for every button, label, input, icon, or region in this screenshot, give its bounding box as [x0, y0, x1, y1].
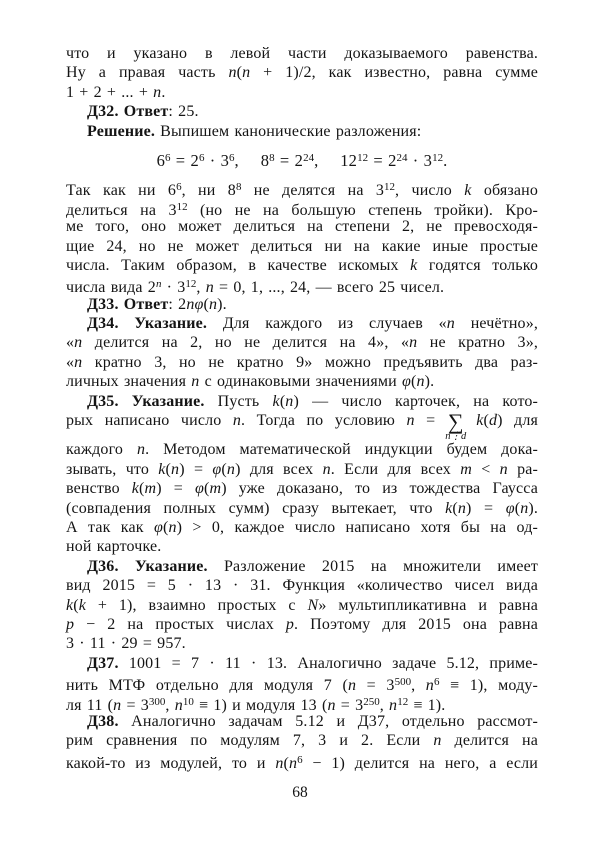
- text-segment: 6: [229, 151, 235, 164]
- text-line: [66, 295, 538, 314]
- text-segment: − 1) делится на него, а если: [302, 754, 538, 772]
- text-segment: числа вида 2: [66, 279, 156, 297]
- text-segment: 3 · 11 · 29 = 957.: [66, 635, 186, 653]
- text-line: [66, 217, 538, 236]
- text-segment: » мультипликативна и равна: [318, 596, 538, 614]
- text-segment: φ: [194, 480, 204, 498]
- text-segment: Выпишем канонические разложения:: [155, 122, 422, 140]
- text-segment: k: [66, 596, 74, 614]
- text-segment: p: [66, 615, 75, 633]
- text-segment: (совпадения полных сумм) сразу вытекает, что: [66, 499, 446, 517]
- text-segment: k: [464, 182, 472, 200]
- text-segment: n: [288, 754, 298, 772]
- text-segment: (: [483, 412, 489, 430]
- text-segment: ,: [411, 677, 426, 695]
- text-segment: , 12: [314, 150, 358, 170]
- text-segment: (: [514, 499, 521, 517]
- summation-subscript: n⋮d: [445, 431, 467, 443]
- text-segment: Разложение 2015 на множители имеет: [207, 557, 539, 575]
- text-line: [66, 654, 538, 673]
- text-segment: 24: [303, 151, 315, 164]
- text-line: [66, 372, 538, 391]
- text-segment: = 3: [356, 677, 395, 695]
- text-segment: φ: [401, 373, 411, 391]
- text-segment: ).: [424, 373, 435, 391]
- text-segment: делиться на 3: [66, 201, 177, 219]
- text-segment: · 3: [161, 279, 186, 297]
- text-segment: . Тогда по условию: [241, 412, 407, 430]
- text-segment: (: [73, 596, 79, 614]
- text-segment: 300: [148, 695, 166, 708]
- text-segment: Д33. Ответ: [87, 295, 169, 313]
- text-segment: 12: [432, 151, 444, 164]
- text-segment: (но не на большую степень тройки). Кро-: [187, 201, 539, 219]
- text-segment: ≡ 1).: [408, 696, 446, 714]
- text-segment: (: [139, 480, 145, 498]
- text-segment: = 3: [335, 696, 364, 714]
- text-segment: ) для всех: [235, 460, 323, 478]
- text-segment: щие 24, но не может делиться ни на какие иные простые: [66, 237, 538, 255]
- text-segment: Д34. Указание.: [87, 315, 208, 333]
- text-segment: рим сравнения по модулям 7, 3 и 2. Если: [66, 732, 434, 750]
- text-segment: n: [242, 64, 251, 82]
- text-segment: , число: [395, 182, 465, 200]
- text-segment: личных значения: [66, 373, 192, 391]
- text-line: [66, 275, 538, 297]
- text-segment: ).: [217, 295, 227, 313]
- text-segment: . Методом математической индукции будем дока-: [145, 441, 538, 459]
- text-segment: φ: [505, 499, 515, 517]
- text-segment: .: [443, 150, 448, 170]
- text-segment: m: [460, 460, 472, 478]
- text-segment: ) уже доказано, то из тождества Гаусса: [221, 480, 538, 498]
- text-line: [66, 63, 538, 82]
- text-line: [66, 409, 538, 443]
- text-segment: 6: [156, 150, 166, 170]
- text-segment: =: [414, 412, 447, 430]
- text-segment: nφ: [186, 295, 204, 313]
- text-segment: «: [66, 334, 75, 352]
- text-segment: k: [78, 596, 87, 614]
- text-segment: делится на 2, но не делится на 4», «: [82, 334, 410, 352]
- text-segment: n: [171, 460, 180, 478]
- text-segment: (: [165, 460, 172, 478]
- text-segment: (: [204, 480, 210, 498]
- text-segment: , 8: [234, 150, 270, 170]
- text-segment: Д36. Указание.: [87, 557, 208, 575]
- text-segment: делится на: [441, 732, 538, 750]
- text-segment: (: [236, 64, 243, 82]
- text-segment: (: [283, 754, 289, 772]
- text-segment: Д37.: [87, 654, 119, 672]
- text-segment: φ: [212, 460, 222, 478]
- text-segment: ) > 0, каждое число написано хотя бы на од-: [176, 518, 538, 536]
- text-segment: n: [457, 499, 467, 517]
- text-line: [66, 518, 538, 537]
- text-line: [66, 44, 538, 63]
- text-segment: .: [161, 83, 166, 101]
- text-segment: с одинаковыми значениями: [199, 373, 402, 391]
- display-formula-line: [66, 149, 538, 168]
- text-segment: 6: [176, 181, 182, 194]
- text-segment: 500: [394, 676, 412, 689]
- text-segment: ,: [196, 279, 206, 297]
- text-segment: Д35. Указание.: [87, 392, 205, 410]
- text-segment: + 1)/2, как известно, равна сумме: [250, 64, 538, 82]
- text-segment: не кратно 3»,: [417, 334, 539, 352]
- text-line: [66, 237, 538, 256]
- text-segment: · 3: [407, 150, 433, 170]
- text-segment: Ну а правая часть: [66, 64, 229, 82]
- text-segment: 250: [363, 695, 380, 708]
- text-segment: ,: [379, 696, 390, 714]
- text-segment: n: [205, 279, 214, 297]
- text-segment: φ: [153, 518, 163, 536]
- text-segment: = 2: [368, 150, 397, 170]
- text-segment: 6: [198, 151, 205, 164]
- text-segment: 12: [185, 278, 197, 291]
- text-line: [66, 353, 538, 372]
- text-segment: ) =: [466, 499, 506, 517]
- text-segment: числа. Таким образом, в качестве искомых: [66, 256, 411, 274]
- text-segment: d: [488, 412, 498, 430]
- text-segment: ной карточке.: [66, 538, 162, 556]
- text-segment: + 1), взаимно простых с: [86, 596, 308, 614]
- text-segment: n: [285, 392, 294, 410]
- text-segment: 6: [165, 151, 171, 164]
- text-segment: Решение.: [87, 122, 156, 140]
- text-segment: (: [279, 392, 286, 410]
- text-segment: k: [445, 499, 453, 517]
- text-segment: ).: [528, 499, 538, 517]
- text-segment: ме того, оно может делиться на степени 2, не превосходя-: [66, 218, 538, 236]
- text-segment: k: [158, 460, 166, 478]
- text-line: [66, 314, 538, 333]
- text-segment: n: [74, 353, 83, 371]
- text-segment: нить МТФ отдельно для модуля 7 (: [66, 677, 348, 695]
- text-segment: обязано: [471, 182, 538, 200]
- summation-symbol: [445, 409, 467, 443]
- text-segment: (: [162, 518, 169, 536]
- text-segment: = 2: [274, 150, 304, 170]
- text-segment: 6: [297, 753, 303, 766]
- text-segment: 8: [235, 181, 242, 194]
- text-segment: ) — число карточек, на кото-: [293, 392, 538, 410]
- text-segment: <: [471, 460, 500, 478]
- text-segment: n: [168, 518, 177, 536]
- text-segment: = 3: [121, 696, 149, 714]
- text-segment: k: [131, 480, 140, 498]
- text-segment: Аналогично задачам 5.12 и Д37, отдельно рассмот-: [118, 712, 538, 730]
- text-segment: 12: [357, 151, 369, 164]
- text-line: [66, 693, 538, 712]
- text-segment: ) =: [179, 460, 213, 478]
- text-segment: n: [389, 696, 398, 714]
- text-segment: . Если для всех: [330, 460, 461, 478]
- text-segment: n: [416, 373, 425, 391]
- text-segment: ра-: [507, 460, 538, 478]
- text-segment: 6: [433, 676, 440, 689]
- text-segment: зывать, что: [66, 460, 159, 478]
- text-line: [66, 440, 538, 459]
- text-segment: венство: [66, 480, 132, 498]
- text-segment: n: [191, 373, 200, 391]
- text-segment: каждого: [66, 441, 137, 459]
- text-segment: (: [221, 460, 227, 478]
- text-segment: k: [410, 256, 418, 274]
- text-segment: n: [520, 499, 529, 517]
- text-line: [66, 392, 538, 411]
- text-segment: что и указано в левой части доказываемого равенства.: [66, 45, 538, 62]
- text-segment: · 3: [204, 150, 230, 170]
- text-line: [66, 751, 538, 770]
- text-line: [66, 576, 538, 595]
- text-segment: Д38.: [87, 712, 119, 730]
- text-segment: Пусть: [204, 392, 273, 410]
- text-line: [66, 178, 538, 200]
- text-segment: n: [499, 460, 508, 478]
- text-segment: «: [66, 353, 75, 371]
- text-line: [66, 615, 538, 634]
- text-segment: (: [203, 295, 209, 313]
- text-segment: ≡ 1) и модуля 13 (: [193, 696, 328, 714]
- text-segment: n: [208, 295, 218, 313]
- text-line: [66, 198, 538, 217]
- text-segment: 8: [269, 151, 275, 164]
- text-segment: n: [232, 412, 242, 430]
- text-line: [66, 731, 538, 750]
- text-line: [66, 537, 538, 556]
- text-segment: n: [74, 334, 83, 352]
- text-line: [66, 333, 538, 352]
- text-line: [66, 460, 538, 479]
- text-segment: = 2: [170, 150, 199, 170]
- text-segment: ≡ 1), моду-: [439, 677, 538, 695]
- text-segment: годятся только: [417, 256, 538, 274]
- text-segment: k: [476, 412, 484, 430]
- text-line: [66, 557, 538, 576]
- text-segment: n: [409, 334, 418, 352]
- page-text: [66, 44, 538, 770]
- text-segment: , ни 8: [181, 182, 236, 200]
- text-segment: 1 + 2 + ... +: [66, 83, 154, 101]
- text-line: [66, 256, 538, 275]
- text-segment: p: [285, 615, 294, 633]
- text-segment: n: [425, 677, 434, 695]
- text-line: [66, 596, 538, 615]
- text-segment: = 0, 1, ..., 24, — всего 25 чисел.: [213, 279, 445, 297]
- text-segment: N: [307, 596, 319, 614]
- text-segment: n: [347, 677, 357, 695]
- text-segment: − 2 на простых числах: [74, 615, 286, 633]
- text-segment: нечётно»,: [454, 315, 539, 333]
- text-line: [66, 83, 538, 102]
- text-segment: . Поэтому для 2015 она равна: [294, 615, 538, 633]
- text-segment: n: [155, 278, 162, 291]
- text-line: [66, 634, 538, 653]
- text-segment: : 25.: [168, 103, 199, 121]
- text-segment: кратно 3, но не кратно 9» можно предъявить два раз-: [82, 353, 538, 371]
- text-segment: ) =: [156, 480, 195, 498]
- text-segment: n: [153, 83, 162, 101]
- text-segment: n: [322, 460, 331, 478]
- page-number: 68: [292, 784, 308, 801]
- text-line: [66, 479, 538, 498]
- text-segment: ) для: [497, 412, 538, 430]
- text-line: [66, 122, 538, 141]
- sigma-glyph: ∑: [447, 409, 464, 435]
- text-segment: m: [144, 480, 157, 498]
- text-segment: n: [226, 460, 236, 478]
- text-segment: (: [411, 373, 417, 391]
- text-segment: ,: [165, 696, 175, 714]
- text-segment: n: [113, 696, 122, 714]
- text-segment: ля 11 (: [66, 696, 114, 714]
- text-segment: n: [433, 732, 442, 750]
- text-line: [66, 673, 538, 695]
- text-segment: 1001 = 7 · 11 · 13. Аналогично задаче 5.12, приме-: [118, 654, 538, 672]
- text-line: [66, 499, 538, 518]
- text-line: [66, 712, 538, 731]
- text-segment: 12: [397, 695, 409, 708]
- text-segment: А так как: [66, 518, 154, 536]
- text-segment: n: [136, 441, 146, 459]
- text-segment: Так как ни 6: [66, 182, 177, 200]
- text-segment: 24: [396, 151, 408, 164]
- text-segment: не делятся на 3: [241, 182, 385, 200]
- text-segment: 10: [182, 695, 194, 708]
- text-segment: рых написано число: [66, 412, 233, 430]
- text-segment: n: [228, 64, 237, 82]
- text-line: [66, 102, 538, 121]
- text-segment: Для каждого из случаев «: [207, 315, 447, 333]
- text-segment: 12: [176, 200, 188, 213]
- text-segment: m: [209, 480, 222, 498]
- text-segment: n: [446, 315, 455, 333]
- text-segment: n: [327, 696, 336, 714]
- text-segment: вид 2015 = 5 · 13 · 31. Функция «количество чисел вида: [66, 577, 538, 595]
- text-segment: k: [272, 392, 280, 410]
- text-segment: (: [452, 499, 458, 517]
- text-segment: Д32. Ответ: [87, 103, 169, 121]
- text-segment: [465, 412, 477, 429]
- text-segment: n: [275, 754, 284, 772]
- text-segment: : 2: [168, 295, 187, 313]
- text-segment: какой-то из модулей, то и: [66, 754, 276, 772]
- text-segment: n: [174, 696, 183, 714]
- text-segment: n: [406, 412, 415, 430]
- text-segment: 12: [384, 181, 396, 194]
